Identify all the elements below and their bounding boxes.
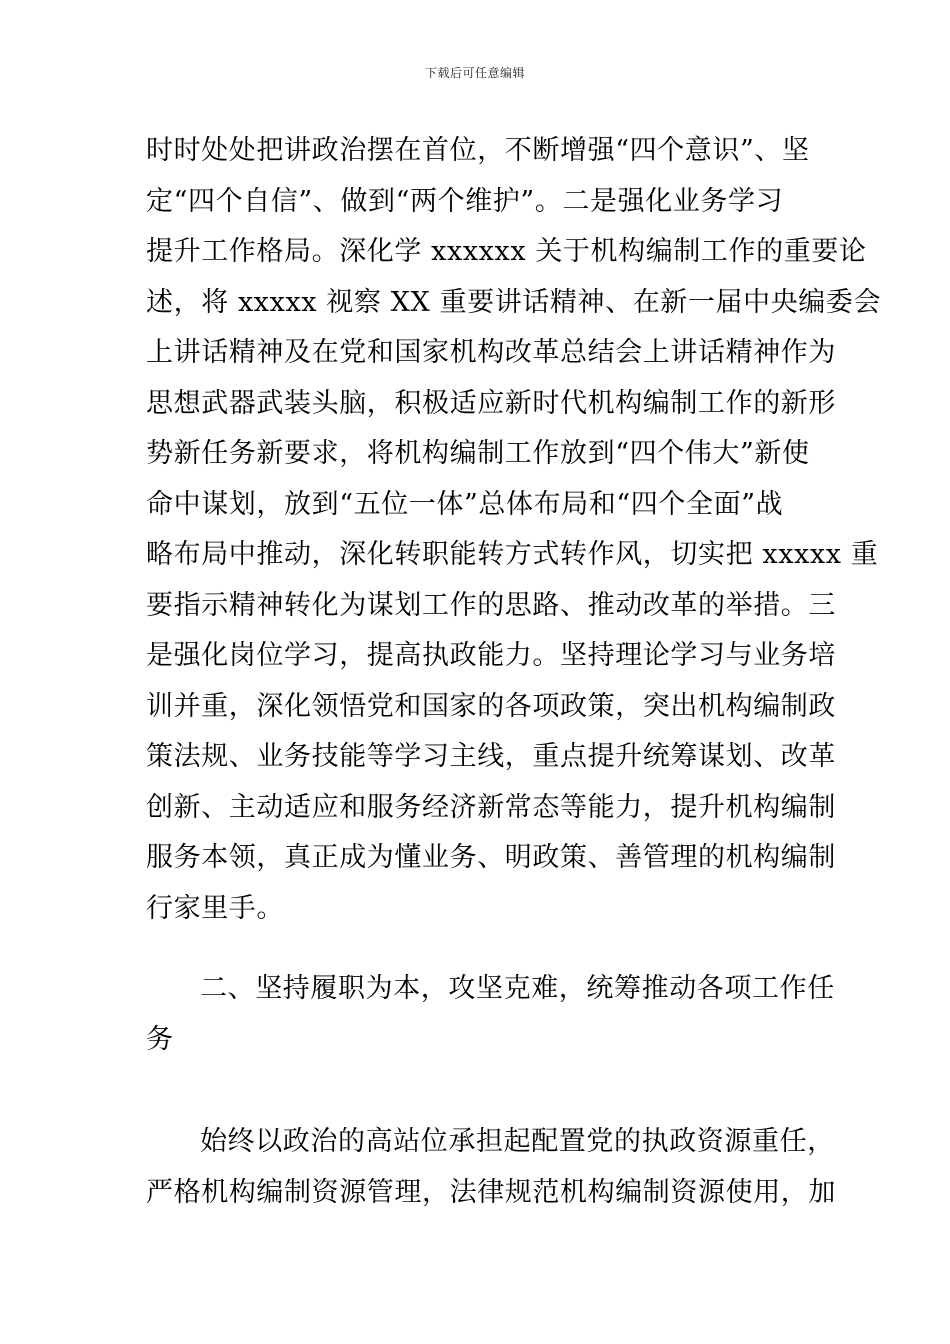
text-line: 要指示精神转化为谋划工作的思路、推动改革的举措。三 [146,589,836,621]
text-line: 命中谋划，放到“五位一体”总体布局和“四个全面”战 [146,488,784,520]
text-line: 是强化岗位学习，提高执政能力。坚持理论学习与业务培 [146,640,836,671]
paragraph-1 [146,126,882,934]
text-line: 略布局中推动，深化转职能转方式转作风，切实把 xxxxx 重 [146,539,879,570]
text-line: 述，将 xxxxx 视察 XX 重要讲话精神、在新一届中央编委会 [146,286,882,318]
heading-line: 二、坚持履职为本，攻坚克难，统筹推动各项工作任 [200,973,835,1004]
text-line: 提升工作格局。深化学 xxxxxx 关于机构编制工作的重要论 [146,236,867,267]
text-line: 势新任务新要求，将机构编制工作放到“四个伟大”新使 [146,438,810,469]
text-line: 严格机构编制资源管理，法律规范机构编制资源使用，加 [146,1176,836,1208]
page-header: 下载后可任意编辑 [424,66,525,80]
text-line: 行家里手。 [146,892,284,924]
text-line: 定“四个自信”、做到“两个维护”。二是强化业务学习 [146,185,784,217]
text-line: 创新、主动适应和服务经济新常态等能力，提升机构编制 [146,791,836,823]
text-line: 训并重，深化领悟党和国家的各项政策，突出机构编制政 [146,690,836,722]
section-heading [146,964,835,1065]
paragraph-2 [146,1117,836,1218]
text-line: 策法规、业务技能等学习主线，重点提升统筹谋划、改革 [146,741,836,772]
text-line: 思想武器武装头脑，积极适应新时代机构编制工作的新形 [146,387,836,419]
text-line: 始终以政治的高站位承担起配置党的执政资源重任， [200,1126,835,1157]
text-line: 服务本领，真正成为懂业务、明政策、善管理的机构编制 [146,842,836,873]
text-line: 时时处处把讲政治摆在首位，不断增强“四个意识”、坚 [146,135,810,166]
heading-line: 务 [146,1023,174,1055]
text-line: 上讲话精神及在党和国家机构改革总结会上讲话精神作为 [146,337,836,368]
